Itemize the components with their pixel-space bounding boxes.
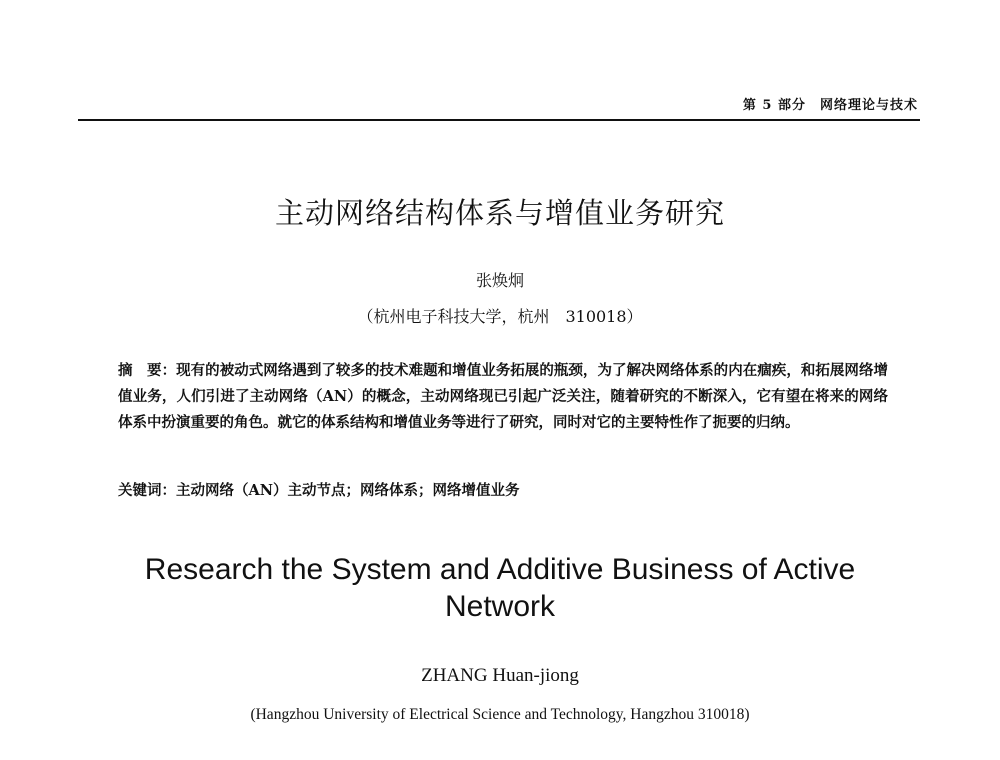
paper-title-english: Research the System and Additive Business of Active Network	[144, 553, 856, 623]
affiliation-english: (Hangzhou University of Electrical Science and Technology, Hangzhou 310018)	[250, 706, 750, 723]
author-name-chinese: 张焕炯	[475, 271, 524, 290]
affiliation-chinese: （杭州电子科技大学，杭州 310018）	[357, 307, 643, 326]
running-header: 第 5 部分 网络理论与技术	[742, 98, 918, 113]
keywords-chinese: 关键词：主动网络（AN）主动节点；网络体系；网络增值业务	[118, 482, 520, 499]
abstract-chinese: 摘 要：现有的被动式网络遇到了较多的技术难题和增值业务拓展的瓶颈，为了解决网络体系的内在痼疾，和拓展网络增值业务，人们引进了主动网络（AN）的概念，主动网络现已引起广泛关注，随着研究的不断深入，它有望在将来的网络体系中扮演重要的角色。就它的体系结构和增值业务等进行了研究，同时对它的主要特性作了扼要的归纳。	[118, 362, 888, 431]
header-divider	[78, 119, 920, 121]
author-name-english: ZHANG Huan-jiong	[421, 665, 579, 686]
paper-title-chinese: 主动网络结构体系与增值业务研究	[274, 196, 725, 230]
